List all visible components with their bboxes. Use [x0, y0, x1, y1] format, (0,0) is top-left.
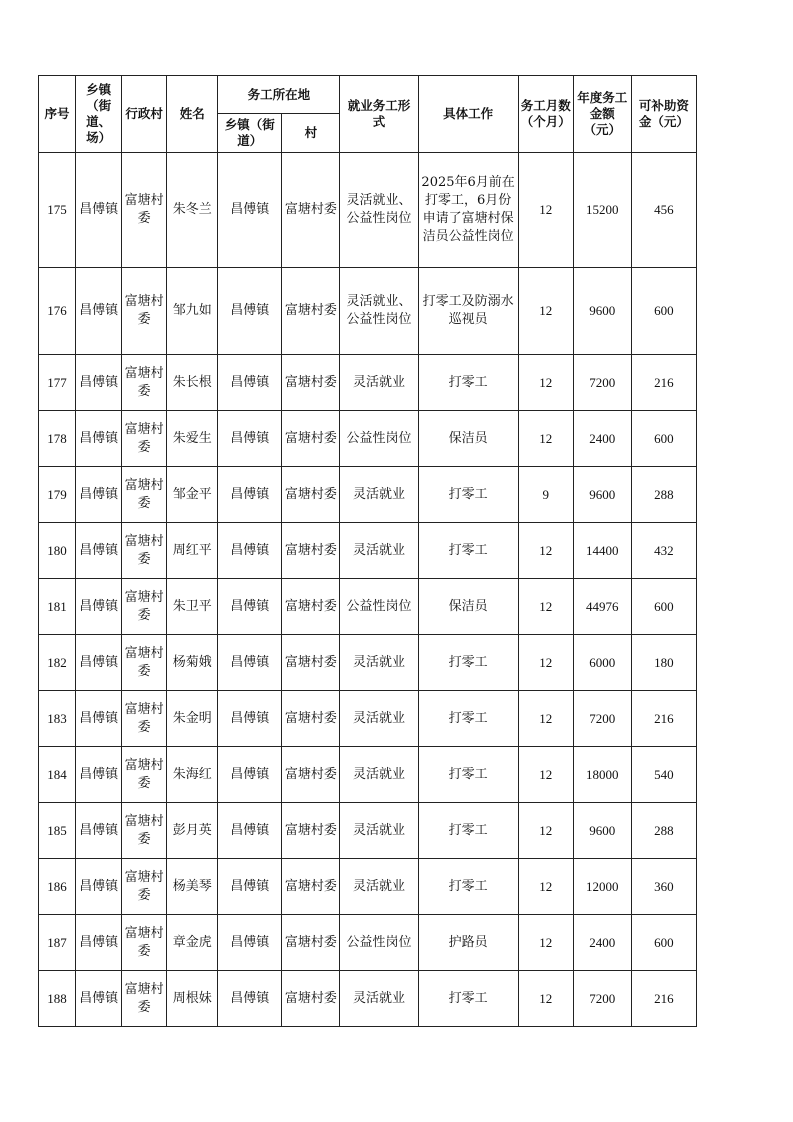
cell-work-town: 昌傅镇	[218, 467, 282, 523]
cell-job: 打零工	[418, 691, 518, 747]
cell-name: 周根妹	[167, 971, 218, 1027]
cell-seq: 188	[39, 971, 76, 1027]
cell-town: 昌傅镇	[76, 355, 122, 411]
header-work-village: 村	[282, 114, 340, 153]
cell-work-village: 富塘村委	[282, 268, 340, 355]
cell-subsidy: 540	[631, 747, 696, 803]
cell-subsidy: 360	[631, 859, 696, 915]
cell-village: 富塘村委	[122, 467, 167, 523]
cell-town: 昌傅镇	[76, 523, 122, 579]
cell-subsidy: 600	[631, 411, 696, 467]
cell-form: 灵活就业	[340, 691, 418, 747]
header-form: 就业务工形式	[340, 76, 418, 153]
cell-work-village: 富塘村委	[282, 971, 340, 1027]
cell-subsidy: 216	[631, 971, 696, 1027]
cell-months: 12	[518, 355, 573, 411]
cell-months: 12	[518, 691, 573, 747]
cell-town: 昌傅镇	[76, 635, 122, 691]
cell-work-village: 富塘村委	[282, 803, 340, 859]
cell-name: 章金虎	[167, 915, 218, 971]
cell-work-village: 富塘村委	[282, 579, 340, 635]
cell-subsidy: 288	[631, 803, 696, 859]
cell-town: 昌傅镇	[76, 467, 122, 523]
cell-town: 昌傅镇	[76, 971, 122, 1027]
cell-work-village: 富塘村委	[282, 467, 340, 523]
cell-months: 12	[518, 411, 573, 467]
cell-income: 9600	[573, 467, 631, 523]
cell-months: 12	[518, 747, 573, 803]
table-row	[39, 635, 697, 691]
cell-form: 公益性岗位	[340, 579, 418, 635]
cell-job: 打零工	[418, 859, 518, 915]
cell-village: 富塘村委	[122, 411, 167, 467]
cell-job: 打零工	[418, 523, 518, 579]
cell-income: 2400	[573, 411, 631, 467]
cell-name: 朱爱生	[167, 411, 218, 467]
cell-seq: 175	[39, 153, 76, 268]
cell-income: 9600	[573, 803, 631, 859]
table-row	[39, 268, 697, 355]
cell-subsidy: 456	[631, 153, 696, 268]
cell-job: 打零工	[418, 747, 518, 803]
cell-seq: 179	[39, 467, 76, 523]
cell-work-town: 昌傅镇	[218, 971, 282, 1027]
cell-work-village: 富塘村委	[282, 691, 340, 747]
header-subsidy: 可补助资金（元）	[631, 76, 696, 153]
cell-income: 15200	[573, 153, 631, 268]
cell-work-village: 富塘村委	[282, 635, 340, 691]
cell-town: 昌傅镇	[76, 691, 122, 747]
cell-work-village: 富塘村委	[282, 859, 340, 915]
cell-seq: 183	[39, 691, 76, 747]
cell-income: 7200	[573, 691, 631, 747]
table-row	[39, 971, 697, 1027]
table-row	[39, 691, 697, 747]
cell-seq: 186	[39, 859, 76, 915]
cell-work-town: 昌傅镇	[218, 268, 282, 355]
cell-work-village: 富塘村委	[282, 355, 340, 411]
table-row	[39, 355, 697, 411]
cell-form: 灵活就业	[340, 747, 418, 803]
cell-name: 朱长根	[167, 355, 218, 411]
cell-job: 打零工	[418, 803, 518, 859]
cell-income: 2400	[573, 915, 631, 971]
cell-months: 12	[518, 523, 573, 579]
cell-village: 富塘村委	[122, 635, 167, 691]
cell-town: 昌傅镇	[76, 268, 122, 355]
cell-seq: 185	[39, 803, 76, 859]
cell-job: 打零工	[418, 635, 518, 691]
header-name: 姓名	[167, 76, 218, 153]
cell-subsidy: 180	[631, 635, 696, 691]
cell-name: 朱冬兰	[167, 153, 218, 268]
cell-town: 昌傅镇	[76, 915, 122, 971]
table-row	[39, 859, 697, 915]
cell-job: 打零工	[418, 355, 518, 411]
cell-name: 杨菊娥	[167, 635, 218, 691]
cell-form: 灵活就业、公益性岗位	[340, 268, 418, 355]
cell-subsidy: 600	[631, 268, 696, 355]
header-town: 乡镇（街道、场）	[76, 76, 122, 153]
cell-town: 昌傅镇	[76, 411, 122, 467]
cell-name: 邹金平	[167, 467, 218, 523]
cell-name: 周红平	[167, 523, 218, 579]
cell-subsidy: 432	[631, 523, 696, 579]
cell-village: 富塘村委	[122, 915, 167, 971]
cell-work-town: 昌傅镇	[218, 747, 282, 803]
cell-income: 14400	[573, 523, 631, 579]
cell-village: 富塘村委	[122, 523, 167, 579]
cell-months: 12	[518, 915, 573, 971]
cell-name: 彭月英	[167, 803, 218, 859]
cell-form: 公益性岗位	[340, 411, 418, 467]
cell-town: 昌傅镇	[76, 859, 122, 915]
header-seq: 序号	[39, 76, 76, 153]
cell-work-village: 富塘村委	[282, 153, 340, 268]
cell-months: 12	[518, 268, 573, 355]
cell-months: 9	[518, 467, 573, 523]
cell-village: 富塘村委	[122, 971, 167, 1027]
cell-job: 打零工	[418, 971, 518, 1027]
cell-town: 昌傅镇	[76, 153, 122, 268]
cell-seq: 178	[39, 411, 76, 467]
cell-job: 保洁员	[418, 411, 518, 467]
cell-seq: 181	[39, 579, 76, 635]
cell-work-town: 昌傅镇	[218, 523, 282, 579]
cell-form: 灵活就业	[340, 355, 418, 411]
cell-work-village: 富塘村委	[282, 915, 340, 971]
cell-income: 6000	[573, 635, 631, 691]
cell-subsidy: 216	[631, 355, 696, 411]
cell-form: 灵活就业	[340, 971, 418, 1027]
table-row	[39, 467, 697, 523]
cell-village: 富塘村委	[122, 579, 167, 635]
table-row	[39, 523, 697, 579]
cell-income: 18000	[573, 747, 631, 803]
cell-seq: 176	[39, 268, 76, 355]
cell-job: 打零工及防溺水巡视员	[418, 268, 518, 355]
cell-name: 邹九如	[167, 268, 218, 355]
header-income: 年度务工金额（元）	[573, 76, 631, 153]
table-row	[39, 153, 697, 268]
cell-work-village: 富塘村委	[282, 523, 340, 579]
cell-work-town: 昌傅镇	[218, 635, 282, 691]
cell-work-town: 昌傅镇	[218, 859, 282, 915]
cell-job: 护路员	[418, 915, 518, 971]
cell-form: 灵活就业	[340, 523, 418, 579]
cell-income: 9600	[573, 268, 631, 355]
cell-work-village: 富塘村委	[282, 747, 340, 803]
table-row	[39, 747, 697, 803]
cell-seq: 187	[39, 915, 76, 971]
cell-months: 12	[518, 153, 573, 268]
cell-form: 灵活就业	[340, 467, 418, 523]
cell-work-town: 昌傅镇	[218, 411, 282, 467]
cell-village: 富塘村委	[122, 355, 167, 411]
cell-income: 12000	[573, 859, 631, 915]
header-work-town: 乡镇（街道）	[218, 114, 282, 153]
cell-work-town: 昌傅镇	[218, 355, 282, 411]
cell-income: 44976	[573, 579, 631, 635]
cell-subsidy: 288	[631, 467, 696, 523]
table-row	[39, 915, 697, 971]
cell-name: 朱卫平	[167, 579, 218, 635]
header-months: 务工月数（个月）	[518, 76, 573, 153]
cell-subsidy: 216	[631, 691, 696, 747]
cell-work-town: 昌傅镇	[218, 915, 282, 971]
cell-months: 12	[518, 971, 573, 1027]
cell-village: 富塘村委	[122, 859, 167, 915]
header-village: 行政村	[122, 76, 167, 153]
cell-income: 7200	[573, 355, 631, 411]
cell-work-town: 昌傅镇	[218, 691, 282, 747]
cell-months: 12	[518, 579, 573, 635]
table-row	[39, 579, 697, 635]
cell-name: 朱海红	[167, 747, 218, 803]
cell-seq: 180	[39, 523, 76, 579]
cell-work-town: 昌傅镇	[218, 579, 282, 635]
table-row	[39, 411, 697, 467]
cell-subsidy: 600	[631, 915, 696, 971]
table-body	[39, 153, 697, 1027]
cell-months: 12	[518, 635, 573, 691]
cell-months: 12	[518, 859, 573, 915]
cell-work-town: 昌傅镇	[218, 153, 282, 268]
cell-village: 富塘村委	[122, 268, 167, 355]
cell-form: 灵活就业、公益性岗位	[340, 153, 418, 268]
cell-work-village: 富塘村委	[282, 411, 340, 467]
cell-name: 杨美琴	[167, 859, 218, 915]
cell-form: 灵活就业	[340, 803, 418, 859]
cell-seq: 184	[39, 747, 76, 803]
table-row	[39, 803, 697, 859]
cell-form: 公益性岗位	[340, 915, 418, 971]
cell-town: 昌傅镇	[76, 803, 122, 859]
header-workplace: 务工所在地	[218, 76, 340, 114]
cell-village: 富塘村委	[122, 747, 167, 803]
cell-months: 12	[518, 803, 573, 859]
cell-village: 富塘村委	[122, 691, 167, 747]
cell-job: 打零工	[418, 467, 518, 523]
employment-table	[38, 75, 697, 1027]
cell-seq: 182	[39, 635, 76, 691]
cell-income: 7200	[573, 971, 631, 1027]
cell-job: 保洁员	[418, 579, 518, 635]
cell-work-town: 昌傅镇	[218, 803, 282, 859]
cell-village: 富塘村委	[122, 153, 167, 268]
header-job: 具体工作	[418, 76, 518, 153]
cell-form: 灵活就业	[340, 859, 418, 915]
cell-village: 富塘村委	[122, 803, 167, 859]
cell-form: 灵活就业	[340, 635, 418, 691]
cell-town: 昌傅镇	[76, 747, 122, 803]
cell-seq: 177	[39, 355, 76, 411]
cell-job: 2025年6月前在打零工，6月份申请了富塘村保洁员公益性岗位	[418, 153, 518, 268]
cell-town: 昌傅镇	[76, 579, 122, 635]
cell-name: 朱金明	[167, 691, 218, 747]
cell-subsidy: 600	[631, 579, 696, 635]
